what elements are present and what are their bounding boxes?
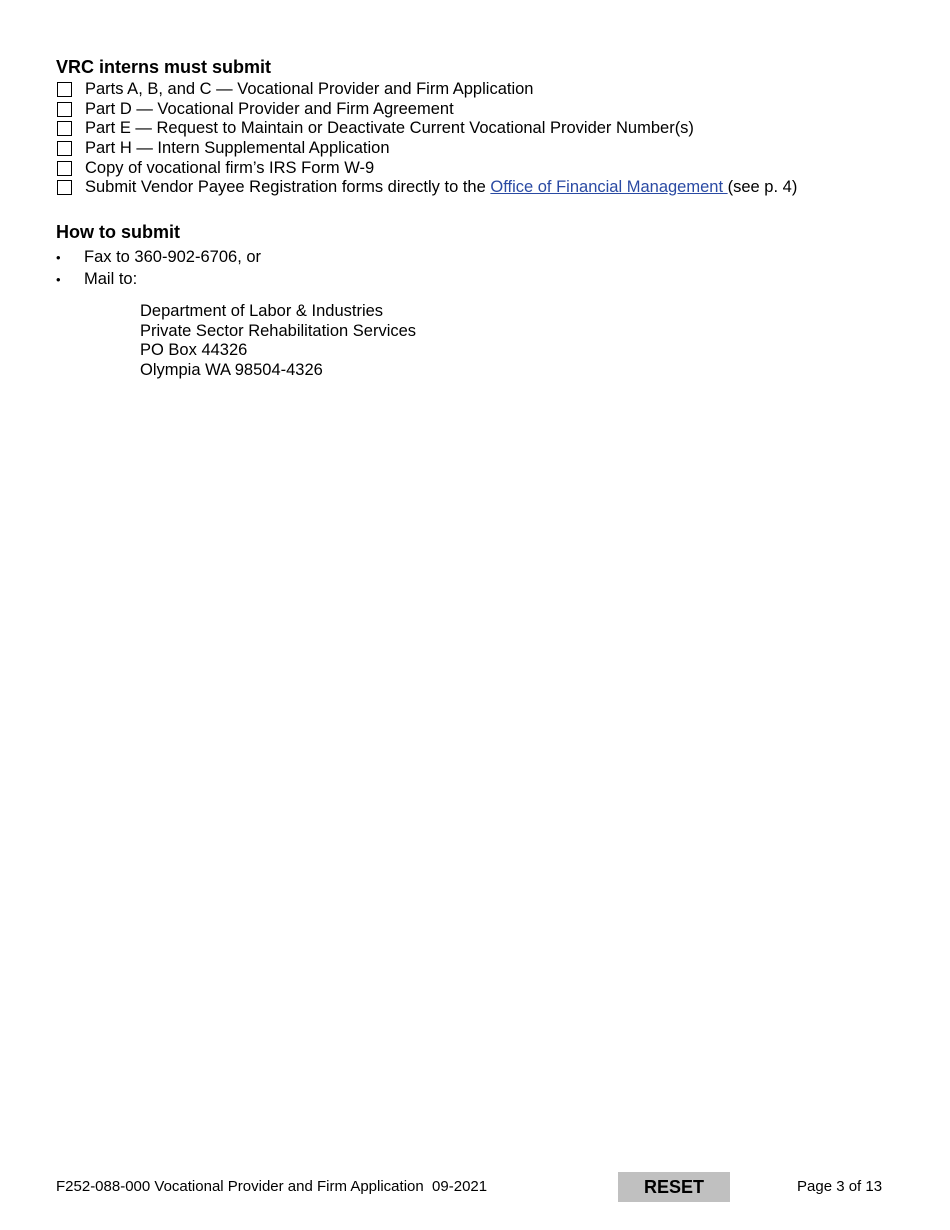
bullet-icon: • — [56, 271, 61, 287]
how-to-submit-heading: How to submit — [56, 222, 180, 242]
address-line: Olympia WA 98504-4326 — [140, 361, 323, 380]
checkbox[interactable] — [57, 180, 72, 195]
submit-bullets — [56, 246, 261, 290]
list-item — [56, 268, 261, 290]
checklist-item-label: Part D — Vocational Provider and Firm Agreement — [85, 99, 454, 118]
checklist-item — [57, 100, 797, 120]
checkbox[interactable] — [57, 141, 72, 156]
checklist-item-label: Part H — Intern Supplemental Application — [85, 139, 390, 158]
address-line: Department of Labor & Industries — [140, 302, 384, 320]
vendor-text-after: (see p. 4) — [727, 178, 798, 197]
checkbox[interactable] — [57, 121, 72, 136]
reset-button[interactable]: RESET — [618, 1172, 730, 1202]
bullet-icon: • — [56, 249, 61, 265]
vrc-heading: VRC interns must submit — [56, 57, 272, 77]
checklist-item — [57, 80, 797, 100]
address-line: Private Sector Rehabilitation Services — [140, 321, 417, 340]
checkbox[interactable] — [57, 102, 72, 117]
ofm-link[interactable]: Office of Financial Management — [490, 178, 728, 197]
checkbox[interactable] — [57, 161, 72, 176]
checklist-item-label: Part E — Request to Maintain or Deactivate Current Vocational Provider Number(s) — [85, 119, 694, 138]
checklist-item-label: Parts A, B, and C — Vocational Provider and Firm Application — [85, 80, 534, 99]
vendor-text-before: Submit Vendor Payee Registration forms directly to the — [85, 178, 491, 197]
list-item — [56, 246, 261, 268]
mail-text: Mail to: — [84, 269, 138, 288]
checklist-item-label — [85, 178, 797, 197]
checklist-item — [57, 119, 797, 139]
checklist-item-label: Copy of vocational firm’s IRS Form W-9 — [85, 158, 375, 177]
form-id: F252-088-000 Vocational Provider and Firm Application 09-2021 — [56, 1178, 488, 1195]
checklist-item — [57, 158, 797, 178]
fax-text: Fax to 360-902-6706, or — [84, 247, 262, 266]
address-line: PO Box 44326 — [140, 341, 248, 360]
vrc-checklist — [57, 80, 797, 198]
checklist-item — [57, 139, 797, 159]
mailing-address — [140, 302, 416, 381]
checkbox[interactable] — [57, 82, 72, 97]
checklist-item — [57, 178, 797, 198]
page-number: Page 3 of 13 — [797, 1178, 883, 1195]
